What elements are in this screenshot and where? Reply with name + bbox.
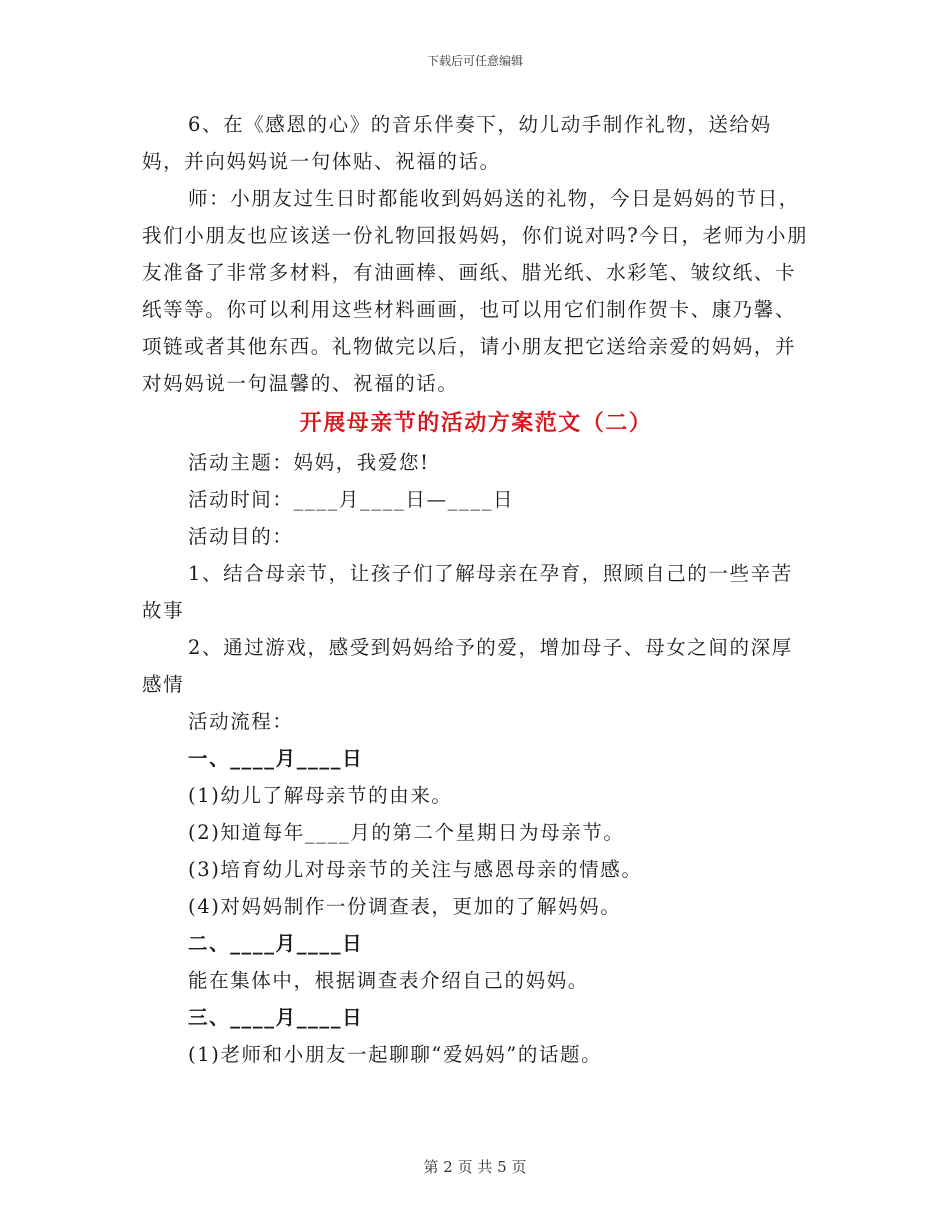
paragraph-item-6: 6、在《感恩的心》的音乐伴奏下，幼儿动手制作礼物，送给妈妈，并向妈妈说一句体贴、祝福的话。 <box>142 113 772 173</box>
flow-day-1-item-3: (3)培育幼儿对母亲节的关注与感恩母亲的情感。 <box>188 858 643 881</box>
flow-day-2-item-1: 能在集体中，根据调查表介绍自己的妈妈。 <box>188 969 589 992</box>
flow-day-3-heading: 三、____月____日 <box>188 1006 364 1029</box>
page-footer: 第 2 页 共 5 页 <box>423 1158 527 1176</box>
activity-goal-label: 活动目的： <box>188 525 294 548</box>
flow-day-2-heading: 二、____月____日 <box>188 932 364 955</box>
page-header: 下载后可任意编辑 <box>426 54 523 68</box>
activity-goal-1: 1、结合母亲节，让孩子们了解母亲在孕育，照顾自己的一些辛苦故事 <box>142 562 793 622</box>
flow-day-1-heading: 一、____月____日 <box>188 747 364 770</box>
flow-day-1-item-1: (1)幼儿了解母亲节的由来。 <box>188 784 453 807</box>
section-title: 开展母亲节的活动方案范文（二） <box>299 411 653 436</box>
activity-flow-label: 活动流程： <box>188 710 294 733</box>
activity-time: 活动时间：____月____日—____日 <box>188 488 515 511</box>
activity-theme: 活动主题：妈妈，我爱您! <box>188 451 430 474</box>
paragraph-teacher-speech: 师：小朋友过生日时都能收到妈妈送的礼物，今日是妈妈的节日，我们小朋友也应该送一份礼物回报妈妈，你们说对吗?今日，老师为小朋友准备了非常多材料，有油画棒、画纸、腊光纸、水彩笔、皱纹纸、卡纸等等。你可以利用这些材料画画，也可以用它们制作贺卡、康乃馨、项链或者其他东西。礼物做完以后，请小朋友把它送给亲爱的妈妈，并对妈妈说一句温馨的、祝福的话。 <box>142 187 809 395</box>
document-body <box>142 106 810 1073</box>
activity-goal-2: 2、通过游戏，感受到妈妈给予的爱，增加母子、母女之间的深厚感情 <box>142 636 793 696</box>
flow-day-1-item-4: (4)对妈妈制作一份调查表，更加的了解妈妈。 <box>188 895 622 918</box>
flow-day-1-item-2: (2)知道每年____月的第二个星期日为母亲节。 <box>188 821 625 844</box>
flow-day-3-item-1: (1)老师和小朋友一起聊聊“爱妈妈”的话题。 <box>188 1043 603 1066</box>
